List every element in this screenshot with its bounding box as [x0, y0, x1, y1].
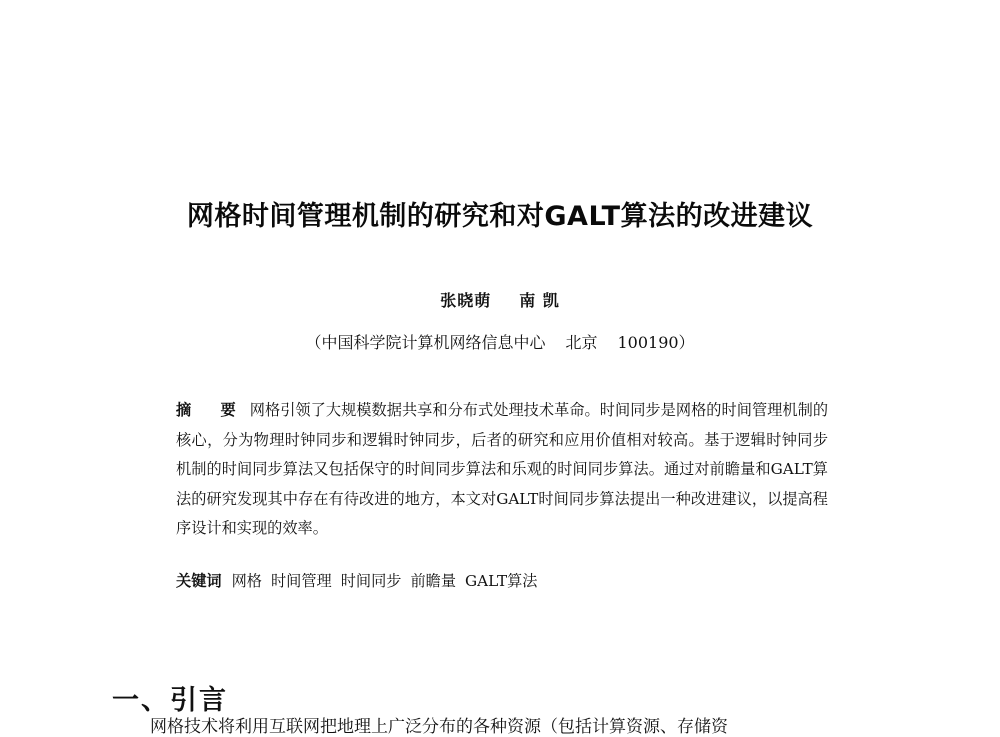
keyword: 网格	[231, 572, 262, 590]
section-heading: 一、引言	[112, 685, 228, 716]
keywords-label: 关键词	[176, 572, 222, 590]
keywords	[176, 567, 828, 596]
affiliation-city: 北京	[565, 333, 598, 352]
abstract-label: 摘 要	[176, 401, 248, 419]
affiliation-org: （中国科学院计算机网络信息中心	[305, 333, 546, 352]
author-list	[0, 288, 1000, 311]
keyword: 时间管理	[270, 572, 332, 590]
keyword: GALT算法	[465, 572, 538, 590]
author-name: 张晓萌	[440, 291, 492, 310]
keyword: 前瞻量	[410, 572, 456, 590]
author-name: 南 凯	[519, 291, 560, 310]
affiliation-postcode: 100190）	[617, 333, 695, 352]
keyword: 时间同步	[340, 572, 402, 590]
abstract	[176, 396, 828, 544]
abstract-text: 网格引领了大规模数据共享和分布式处理技术革命。时间同步是网格的时间管理机制的核心，分为物理时钟同步和逻辑时钟同步，后者的研究和应用价值相对较高。基于逻辑时钟同步机制的时间同步算法又包括保守的时间同步算法和乐观的时间同步算法。通过对前瞻量和GALT算法的研究发现其中存在有待改进的地方，本文对GALT时间同步算法提出一种改进建议，以提高程序设计和实现的效率。	[176, 401, 829, 537]
body-paragraph: 网格技术将利用互联网把地理上广泛分布的各种资源（包括计算资源、存储资	[150, 717, 728, 737]
paper-title: 网格时间管理机制的研究和对GALT算法的改进建议	[186, 201, 814, 232]
affiliation	[0, 330, 1000, 353]
